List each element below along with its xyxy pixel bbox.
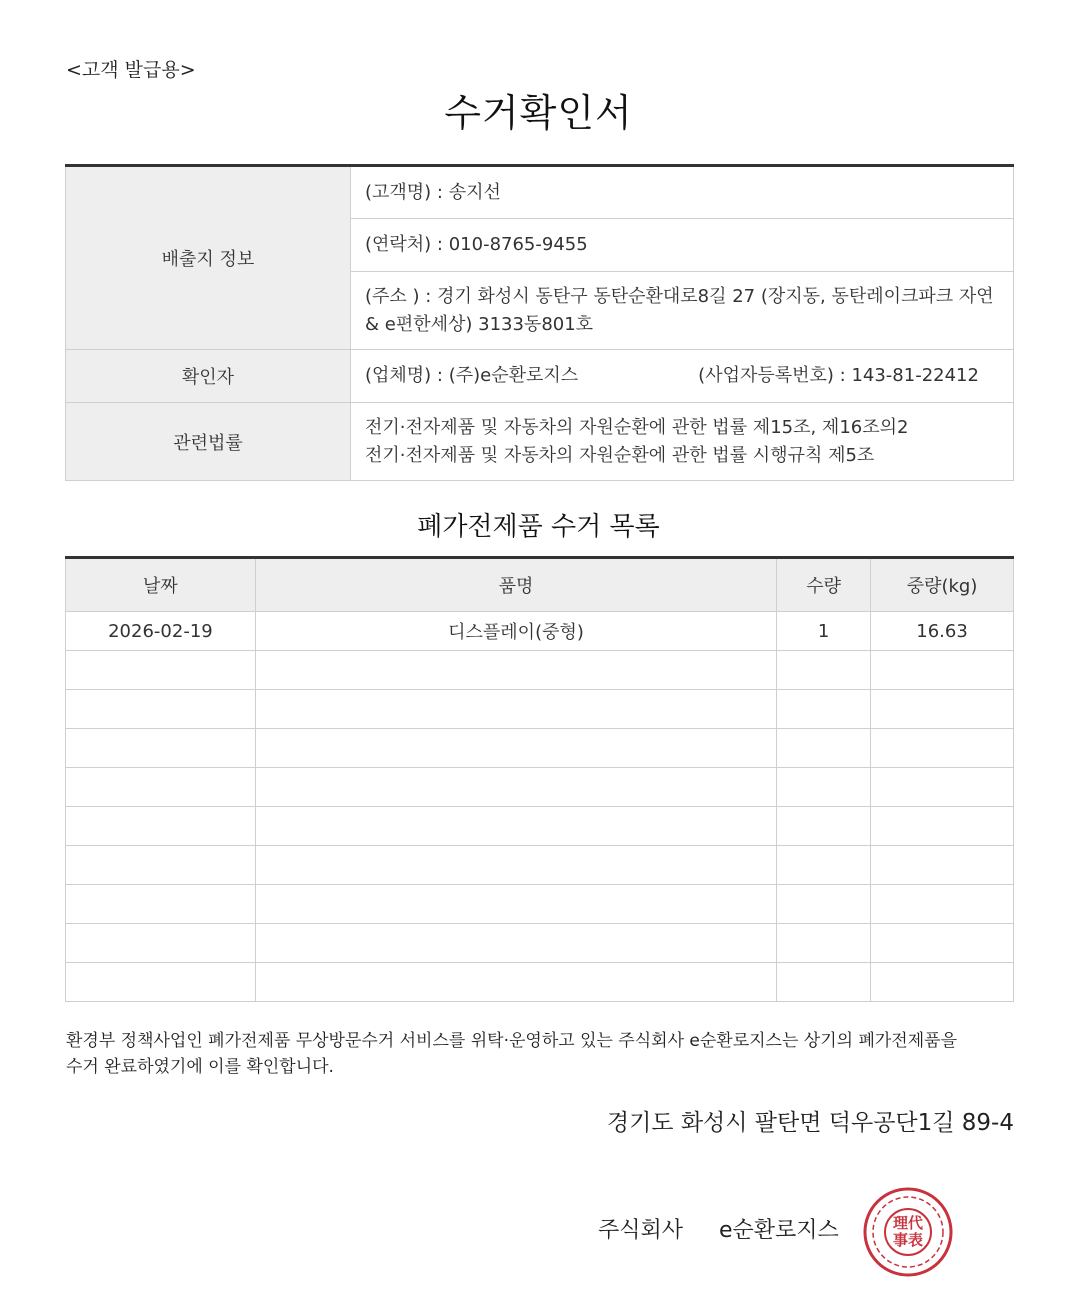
table-row bbox=[66, 651, 1014, 690]
company-seal-stamp bbox=[862, 1186, 954, 1278]
confirmation-notice bbox=[66, 1028, 1026, 1080]
cell-date bbox=[66, 651, 256, 690]
document-title: 수거확인서 bbox=[444, 91, 633, 135]
seal-text-top: 理代 bbox=[892, 1214, 924, 1232]
cell-item bbox=[255, 651, 776, 690]
cell-weight: 16.63 bbox=[871, 612, 1014, 651]
cell-quantity bbox=[777, 768, 871, 807]
cell-weight bbox=[871, 885, 1014, 924]
contact-number: (연락처) : 010-8765-9455 bbox=[351, 219, 1014, 272]
cell-date: 2026-02-19 bbox=[66, 612, 256, 651]
table-row bbox=[66, 690, 1014, 729]
law-line-2: 전기·전자제품 및 자동차의 자원순환에 관한 법률 시행규칙 제5조 bbox=[365, 444, 875, 466]
cell-date bbox=[66, 885, 256, 924]
cell-item bbox=[255, 768, 776, 807]
business-number: (사업자등록번호) : 143-81-22412 bbox=[698, 365, 979, 386]
address-line-2: & e편한세상) 3133동801호 bbox=[365, 313, 594, 335]
table-row bbox=[66, 768, 1014, 807]
cell-date bbox=[66, 807, 256, 846]
table-row bbox=[66, 846, 1014, 885]
cell-item: 디스플레이(중형) bbox=[255, 612, 776, 651]
info-row-customer bbox=[66, 166, 1014, 219]
discharge-info-head: 배출지 정보 bbox=[66, 166, 351, 350]
seal-text-bottom: 事表 bbox=[892, 1231, 924, 1249]
column-item: 품명 bbox=[255, 558, 776, 612]
cell-weight bbox=[871, 846, 1014, 885]
cell-item bbox=[255, 963, 776, 1002]
table-header-row bbox=[66, 558, 1014, 612]
company-name-field: (업체명) : (주)e순환로지스 bbox=[365, 365, 579, 386]
notice-line-1: 환경부 정책사업인 폐가전제품 무상방문수거 서비스를 위탁·운영하고 있는 주식회사 e순환로지스는 상기의 폐가전제품을 bbox=[66, 1031, 957, 1051]
customer-name: (고객명) : 송지선 bbox=[351, 166, 1014, 219]
collection-list-table bbox=[65, 556, 1014, 1002]
column-date: 날짜 bbox=[66, 558, 256, 612]
copy-label: <고객 발급용> bbox=[66, 59, 196, 81]
info-table bbox=[65, 164, 1014, 481]
cell-date bbox=[66, 846, 256, 885]
cell-weight bbox=[871, 768, 1014, 807]
company-address: 경기도 화성시 팔탄면 덕우공단1길 89-4 bbox=[606, 1110, 1014, 1136]
cell-weight bbox=[871, 807, 1014, 846]
company-name: e순환로지스 bbox=[719, 1218, 839, 1243]
list-title: 폐가전제품 수거 목록 bbox=[417, 512, 660, 542]
cell-quantity bbox=[777, 846, 871, 885]
cell-item bbox=[255, 729, 776, 768]
cell-weight bbox=[871, 729, 1014, 768]
cell-quantity bbox=[777, 729, 871, 768]
table-row bbox=[66, 729, 1014, 768]
table-row bbox=[66, 885, 1014, 924]
cell-quantity bbox=[777, 690, 871, 729]
cell-weight bbox=[871, 924, 1014, 963]
cell-quantity bbox=[777, 651, 871, 690]
cell-item bbox=[255, 846, 776, 885]
law-value bbox=[351, 403, 1014, 481]
cell-date bbox=[66, 963, 256, 1002]
cell-item bbox=[255, 924, 776, 963]
cell-quantity bbox=[777, 924, 871, 963]
cell-item bbox=[255, 807, 776, 846]
table-row bbox=[66, 807, 1014, 846]
cell-weight bbox=[871, 963, 1014, 1002]
address-line-1: (주소 ) : 경기 화성시 동탄구 동탄순환대로8길 27 (장지동, 동탄레이크파크 자연 bbox=[365, 285, 994, 307]
cell-quantity bbox=[777, 963, 871, 1002]
column-quantity: 수량 bbox=[777, 558, 871, 612]
confirmer-head: 확인자 bbox=[66, 350, 351, 403]
customer-address bbox=[351, 272, 1014, 350]
cell-date bbox=[66, 729, 256, 768]
confirmer-value bbox=[351, 350, 1014, 403]
cell-quantity bbox=[777, 807, 871, 846]
company-signature bbox=[598, 1213, 839, 1244]
cell-quantity: 1 bbox=[777, 612, 871, 651]
cell-date bbox=[66, 690, 256, 729]
cell-item bbox=[255, 690, 776, 729]
law-head: 관련법률 bbox=[66, 403, 351, 481]
cell-weight bbox=[871, 690, 1014, 729]
cell-date bbox=[66, 924, 256, 963]
table-row bbox=[66, 612, 1014, 651]
info-row-law bbox=[66, 403, 1014, 481]
company-prefix: 주식회사 bbox=[598, 1218, 684, 1243]
cell-item bbox=[255, 885, 776, 924]
law-line-1: 전기·전자제품 및 자동차의 자원순환에 관한 법률 제15조, 제16조의2 bbox=[365, 416, 909, 438]
table-body bbox=[66, 612, 1014, 1002]
notice-line-2: 수거 완료하였기에 이를 확인합니다. bbox=[66, 1057, 334, 1077]
table-row bbox=[66, 924, 1014, 963]
cell-date bbox=[66, 768, 256, 807]
table-row bbox=[66, 963, 1014, 1002]
cell-weight bbox=[871, 651, 1014, 690]
info-row-confirmer bbox=[66, 350, 1014, 403]
cell-quantity bbox=[777, 885, 871, 924]
column-weight: 중량(kg) bbox=[871, 558, 1014, 612]
